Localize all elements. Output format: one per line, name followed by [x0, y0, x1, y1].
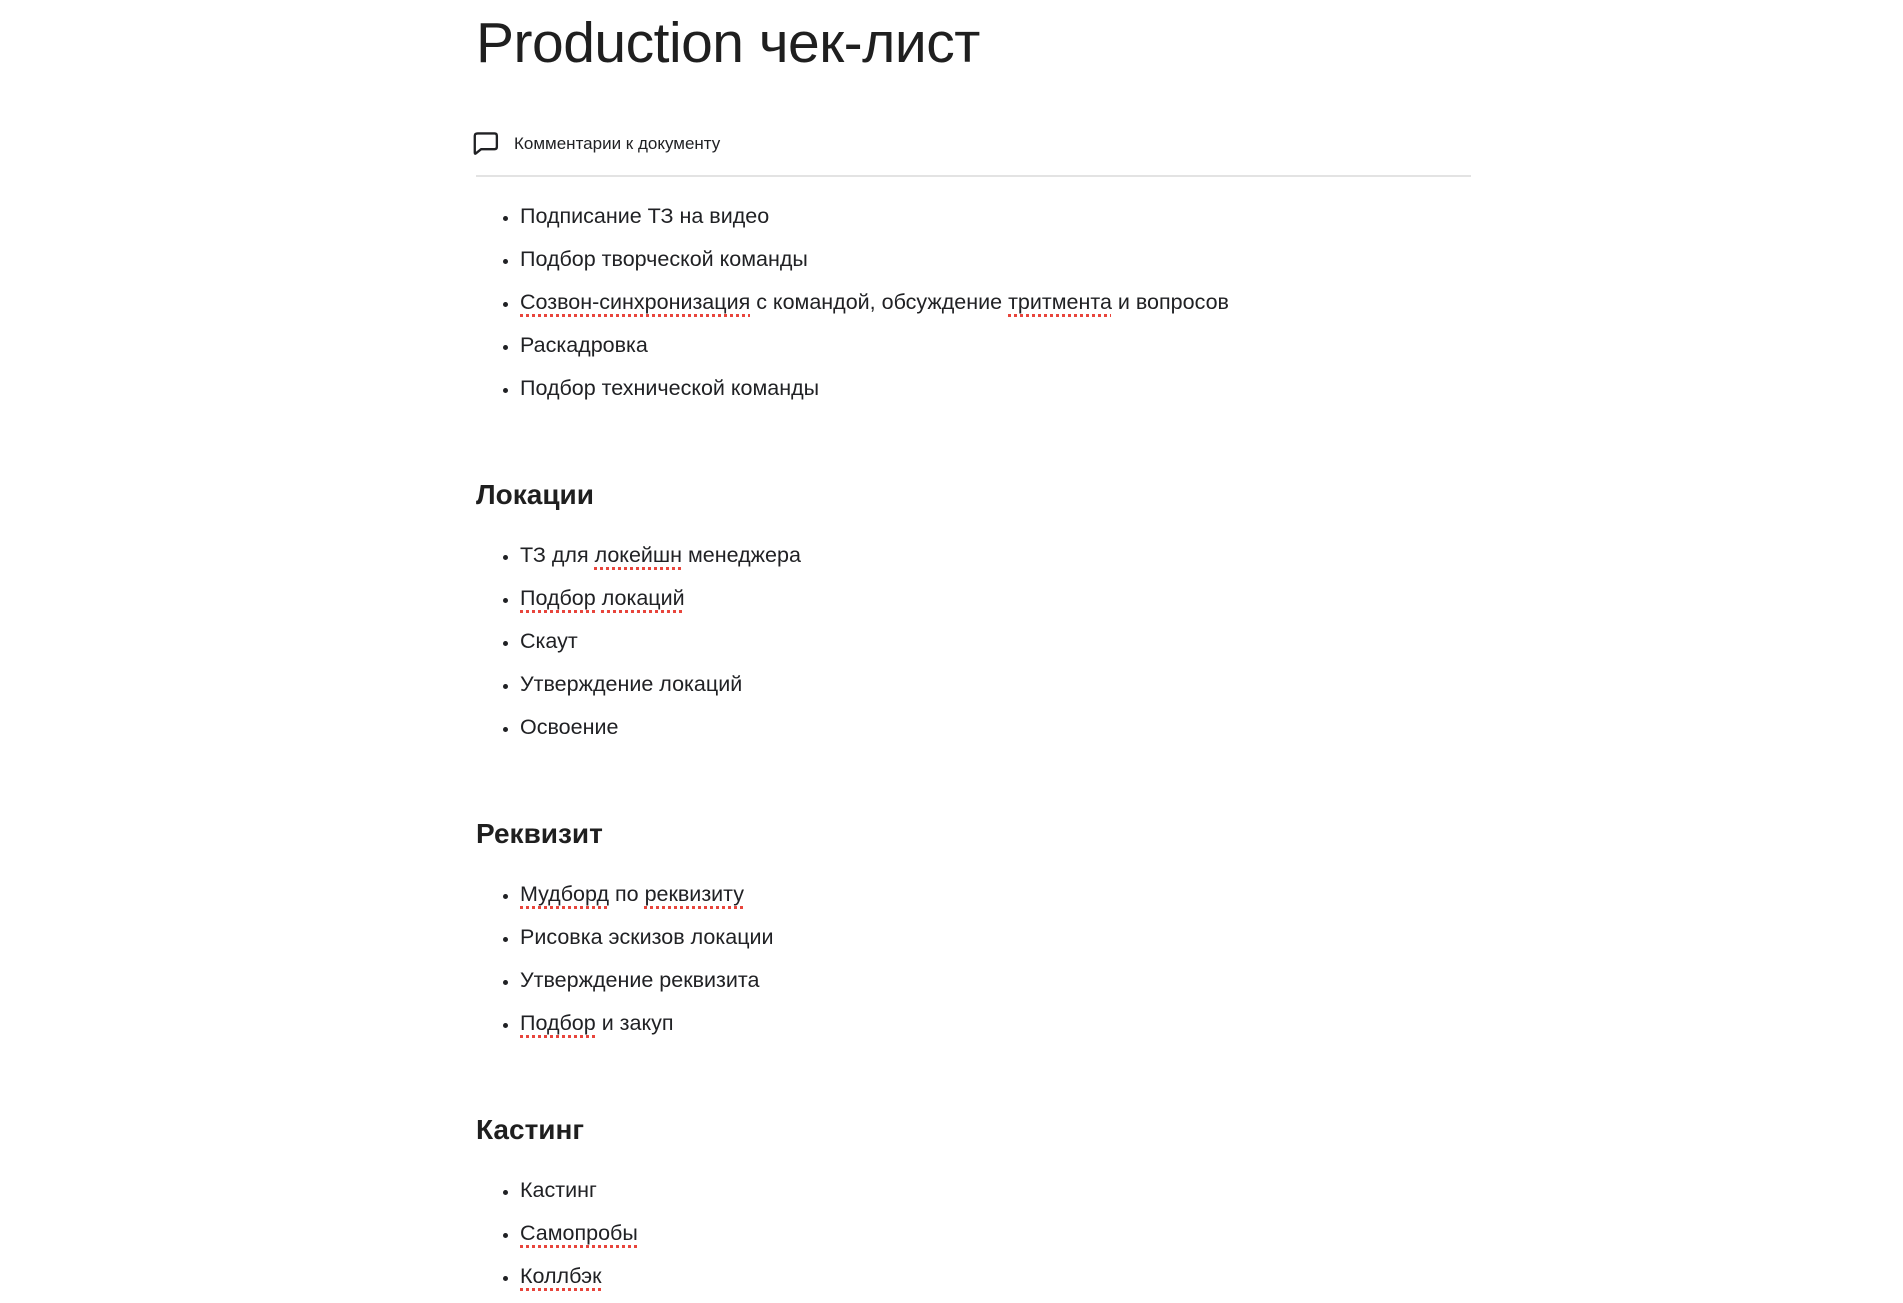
- list-item: [520, 195, 1471, 238]
- text-segment: и закуп: [595, 1011, 674, 1035]
- list-item: [520, 1255, 1471, 1298]
- misspelled-word: Подбор: [520, 1011, 596, 1035]
- section-heading: Реквизит: [476, 818, 603, 849]
- text-segment: Подбор технической команды: [520, 376, 820, 400]
- misspelled-word: Самопробы: [520, 1221, 638, 1245]
- checklist: [476, 534, 1471, 749]
- text-segment: Кастинг: [520, 1178, 597, 1202]
- text-segment: Рисовка эскизов локации: [520, 925, 774, 949]
- text-segment: Подбор творческой команды: [520, 247, 808, 271]
- checklist: [476, 195, 1471, 410]
- checklist: [476, 873, 1471, 1045]
- misspelled-word: Созвон-синхронизация: [520, 290, 751, 314]
- section-heading: Кастинг: [476, 1114, 585, 1145]
- misspelled-word: локейшн: [594, 543, 683, 567]
- list-item: [520, 1169, 1471, 1212]
- misspelled-word: Мудборд: [520, 882, 610, 906]
- page-title: Production чек-лист: [476, 11, 980, 75]
- text-segment: Скаут: [520, 629, 578, 653]
- list-item: [520, 1002, 1471, 1045]
- comment-bubble-icon: [470, 128, 501, 159]
- list-item: [520, 281, 1471, 324]
- text-segment: с командой, обсуждение: [750, 290, 1009, 314]
- misspelled-word: тритмента: [1008, 290, 1112, 314]
- list-item: [520, 620, 1471, 663]
- text-segment: менеджера: [682, 543, 801, 567]
- text-segment: Освоение: [520, 715, 619, 739]
- text-segment: Утверждение реквизита: [520, 968, 760, 992]
- misspelled-word: Коллбэк: [520, 1264, 602, 1288]
- checklist: [476, 1169, 1471, 1298]
- document-content: [476, 195, 1471, 1298]
- list-item: [520, 1212, 1471, 1255]
- text-segment: по: [609, 882, 645, 906]
- misspelled-word: Подбор: [520, 586, 596, 610]
- list-item: [520, 916, 1471, 959]
- text-segment: и вопросов: [1111, 290, 1229, 314]
- comments-to-document-button[interactable]: [470, 128, 720, 159]
- list-item: [520, 367, 1471, 410]
- section-heading: Локации: [476, 479, 594, 510]
- text-segment: Утверждение локаций: [520, 672, 743, 696]
- list-item: [520, 706, 1471, 749]
- divider: [476, 175, 1471, 177]
- list-item: [520, 577, 1471, 620]
- misspelled-word: локаций: [601, 586, 685, 610]
- text-segment: ТЗ для: [520, 543, 595, 567]
- document-page: [476, 10, 1471, 1298]
- list-item: [520, 238, 1471, 281]
- comments-label: Комментарии к документу: [514, 133, 721, 153]
- list-item: [520, 873, 1471, 916]
- list-item: [520, 534, 1471, 577]
- list-item: [520, 663, 1471, 706]
- list-item: [520, 959, 1471, 1002]
- misspelled-word: реквизиту: [644, 882, 745, 906]
- text-segment: Подписание ТЗ на видео: [520, 204, 770, 228]
- text-segment: Раскадровка: [520, 333, 648, 357]
- list-item: [520, 324, 1471, 367]
